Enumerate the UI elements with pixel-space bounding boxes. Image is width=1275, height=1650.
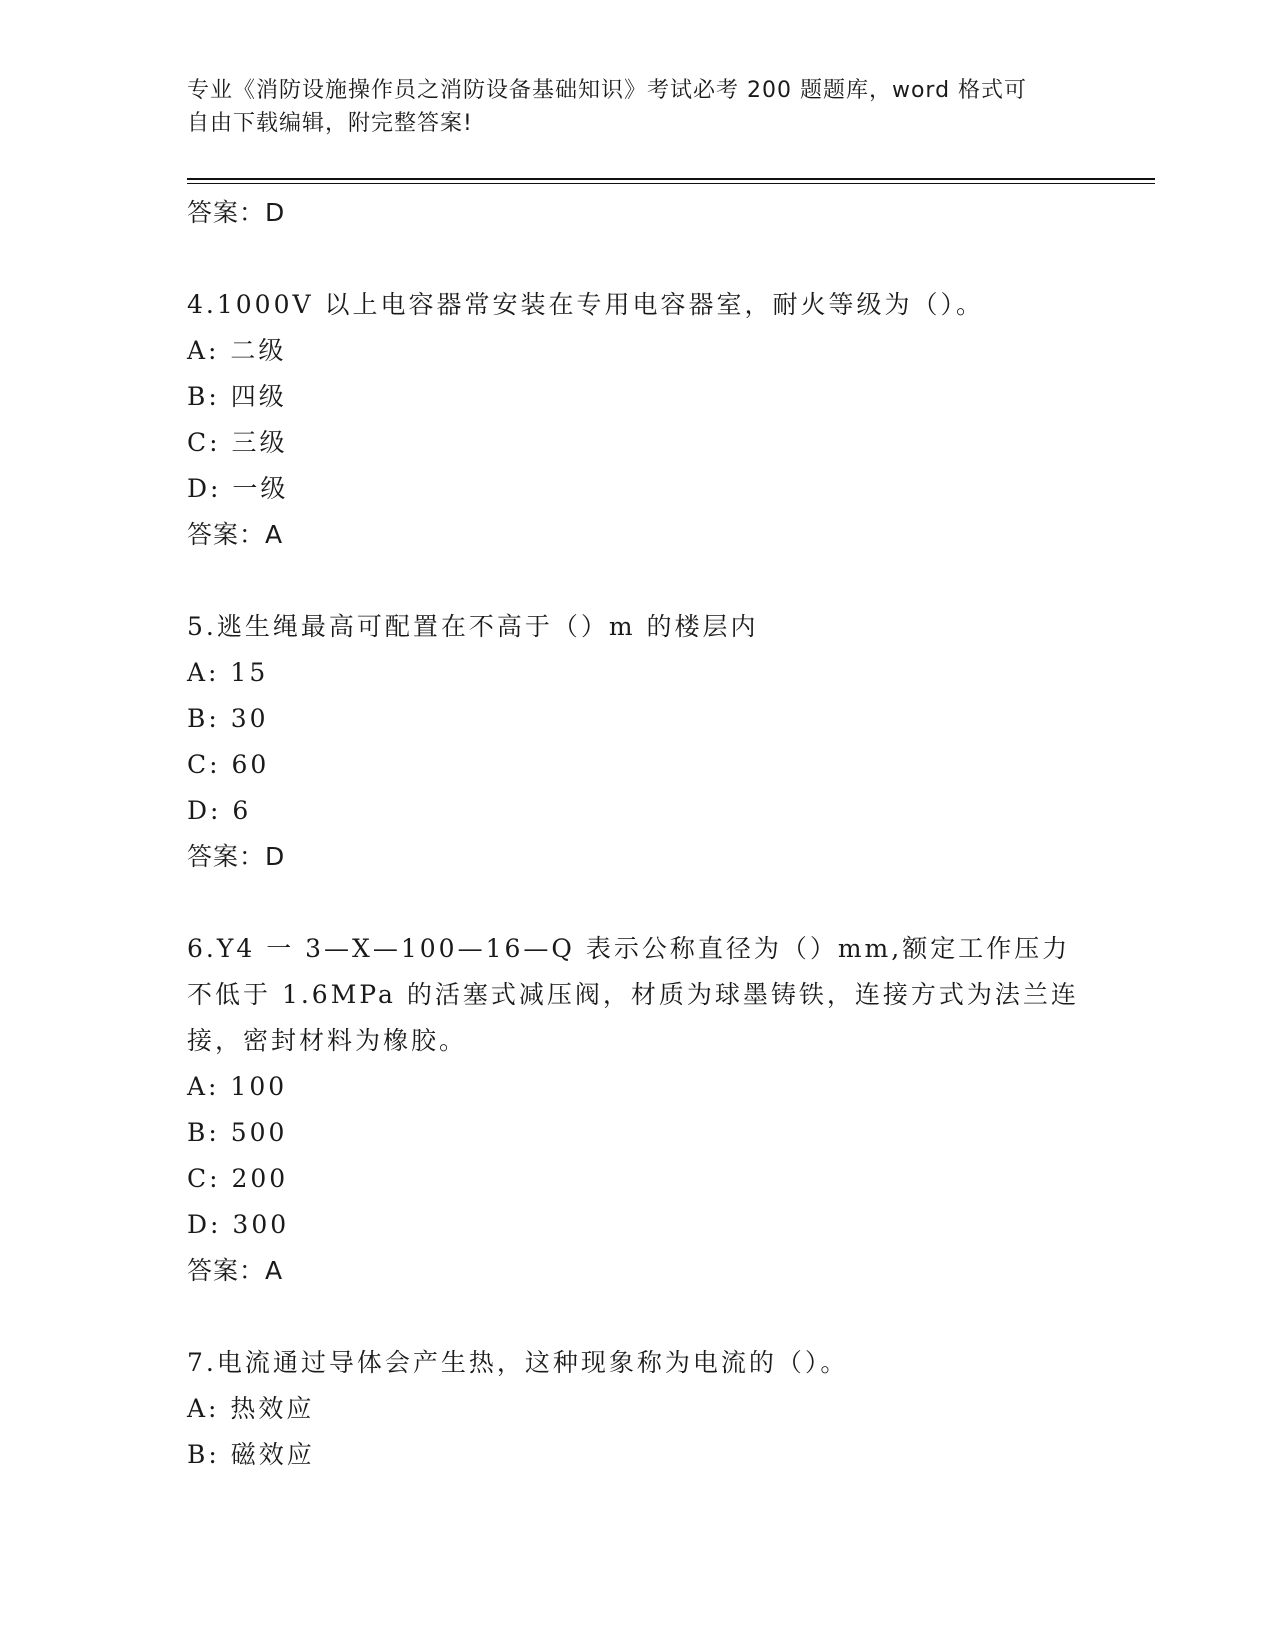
header-line-1: 专业《消防设施操作员之消防设备基础知识》考试必考 200 题题库，word 格式可 (187, 78, 1028, 103)
header-line-2: 自由下载编辑，附完整答案! (187, 111, 473, 136)
option-b: B: 四级 (187, 382, 287, 411)
header-divider-thin (187, 183, 1155, 184)
option-a: A: 15 (187, 658, 269, 687)
answer-label: 答案：A (187, 520, 284, 549)
option-a: A: 热效应 (187, 1394, 315, 1423)
spacer (187, 880, 1087, 926)
option-d: D: 6 (187, 796, 252, 825)
document-header (187, 74, 1067, 140)
option-a: A: 100 (187, 1072, 288, 1101)
option-b: B: 500 (187, 1118, 288, 1147)
option-d: D: 一级 (187, 474, 289, 503)
question-text: 7.电流通过导体会产生热，这种现象称为电流的（）。 (187, 1348, 849, 1377)
answer-label: 答案：D (187, 198, 286, 227)
question-block (187, 1340, 1087, 1478)
question-block (187, 926, 1087, 1294)
question-text: 4.1000V 以上电容器常安装在专用电容器室，耐火等级为（）。 (187, 290, 984, 319)
spacer (187, 236, 1087, 282)
answer-label: 答案：D (187, 842, 286, 871)
spacer (187, 558, 1087, 604)
spacer (187, 1294, 1087, 1340)
answer-label: 答案：A (187, 1256, 284, 1285)
header-divider (187, 178, 1155, 180)
document-body (187, 190, 1087, 1478)
option-d: D: 300 (187, 1210, 290, 1239)
option-c: C: 三级 (187, 428, 288, 457)
option-b: B: 磁效应 (187, 1440, 315, 1469)
option-c: C: 200 (187, 1164, 289, 1193)
question-text: 6.Y4 一 3—X—100—16—Q 表示公称直径为（）mm,额定工作压力不低于 1.6MPa 的活塞式减压阀，材质为球墨铸铁，连接方式为法兰连接，密封材料为橡胶。 (187, 934, 1079, 1055)
question-text: 5.逃生绳最高可配置在不高于（）m 的楼层内 (187, 612, 759, 641)
question-block (187, 604, 1087, 880)
option-a: A: 二级 (187, 336, 287, 365)
option-c: C: 60 (187, 750, 270, 779)
option-b: B: 30 (187, 704, 269, 733)
question-block (187, 282, 1087, 558)
